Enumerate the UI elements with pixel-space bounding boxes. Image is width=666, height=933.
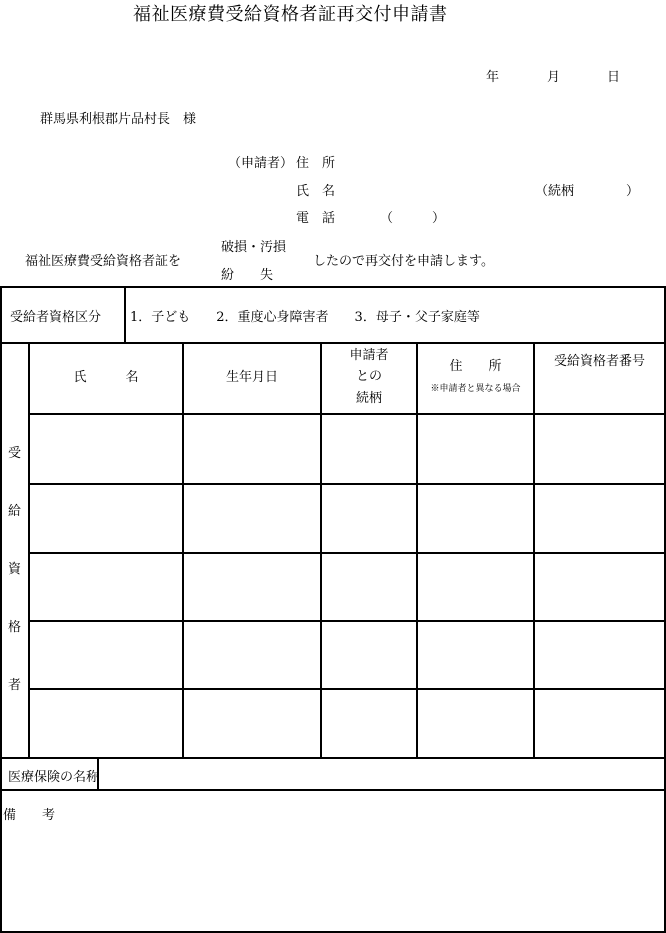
header-address: 住 所 <box>449 359 502 374</box>
table-border-left <box>0 286 2 933</box>
table-rule-col-address <box>533 342 535 757</box>
date-year-label: 年 <box>486 70 500 85</box>
table-border-bottom <box>0 931 666 933</box>
table-rule-side-label <box>28 342 30 757</box>
table-rule-col-name <box>182 342 184 757</box>
category-options: 1．子ども 2．重度心身障害者 3．母子・父子家庭等 <box>130 310 480 325</box>
header-relation-line2: との <box>355 369 382 384</box>
category-label: 受給者資格区分 <box>10 310 102 325</box>
table-rule-row-4 <box>28 688 666 690</box>
side-label-char-4: 格 <box>8 620 22 635</box>
header-address-note: ※申請者と異なる場合 <box>430 384 521 394</box>
applicant-phone-label: 電 話 <box>296 211 336 226</box>
reason-option-lost: 紛 失 <box>221 268 274 283</box>
table-rule-category-bottom <box>0 342 666 344</box>
applicant-phone-parens: （ ） <box>380 211 446 226</box>
reason-option-damage: 破損・汚損 <box>221 240 287 255</box>
side-label-char-1: 受 <box>8 446 22 461</box>
addressee: 群馬県利根郡片品村長 様 <box>40 112 197 127</box>
applicant-address-label: 住 所 <box>296 156 336 171</box>
header-name: 氏 名 <box>73 370 139 385</box>
table-rule-grid-bottom <box>0 757 666 759</box>
side-label-char-2: 給 <box>8 504 22 519</box>
header-relation-line1: 申請者 <box>349 348 389 363</box>
side-label-char-5: 者 <box>8 678 22 693</box>
header-number: 受給資格者番号 <box>553 354 645 369</box>
table-border-top <box>0 286 666 288</box>
reason-suffix: したので再交付を申請します。 <box>313 254 494 269</box>
table-rule-insurance-bottom <box>0 789 666 791</box>
applicant-name-label: 氏 名 <box>296 184 336 199</box>
table-rule-row-3 <box>28 620 666 622</box>
date-day-label: 日 <box>607 70 621 85</box>
applicant-relation-label: （続柄 ） <box>535 184 640 199</box>
header-birth: 生年月日 <box>225 370 278 385</box>
reason-prefix: 福祉医療費受給資格者証を <box>25 254 182 269</box>
table-rule-row-2 <box>28 552 666 554</box>
table-border-right <box>664 286 666 933</box>
table-rule-category-divider <box>124 286 126 342</box>
applicant-label: （申請者） <box>228 156 294 171</box>
date-month-label: 月 <box>547 70 561 85</box>
table-rule-row-1 <box>28 483 666 485</box>
header-relation-line3: 続柄 <box>355 391 382 406</box>
remarks-label: 備 考 <box>3 808 56 823</box>
insurance-label: 医療保険の名称 <box>8 770 100 785</box>
page-title: 福祉医療費受給資格者証再交付申請書 <box>133 4 448 25</box>
table-rule-header-bottom <box>28 413 666 415</box>
side-label-char-3: 資 <box>8 562 22 577</box>
table-rule-col-relation <box>416 342 418 757</box>
